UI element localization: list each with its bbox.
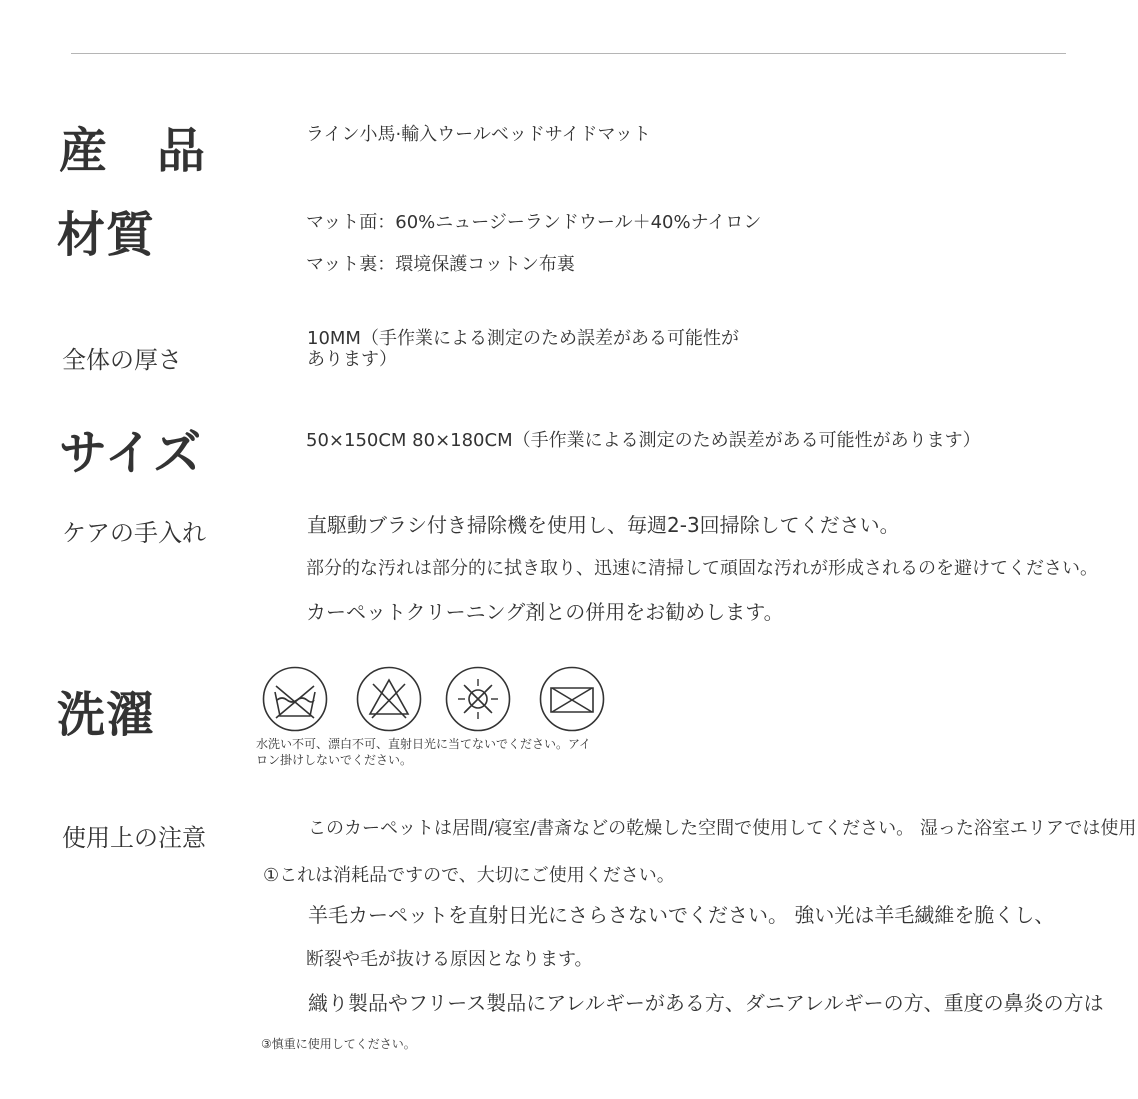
- care-line-stains: 部分的な汚れは部分的に拭き取り、迅速に清掃して頑固な汚れが形成されるのを避けてください。: [306, 558, 1098, 579]
- notes-line-caution: ③慎重に使用してください。: [261, 1037, 416, 1051]
- notes-line-usage-area: このカーペットは居間/寝室/書斎などの乾燥した空間で使用してください。 湿った浴室エリアでは使用: [308, 818, 1137, 839]
- care-label: ケアの手入れ: [62, 519, 206, 547]
- thickness-label: 全体の厚さ: [62, 346, 182, 374]
- material-label: 材質: [57, 207, 156, 263]
- care-line-cleaner: カーペットクリーニング剤との併用をお勧めします。: [306, 600, 784, 624]
- notes-label: 使用上の注意: [62, 824, 206, 852]
- notes-line-breakage: 断裂や毛が抜ける原因となります。: [306, 949, 593, 970]
- no-bleach-icon: [356, 666, 422, 732]
- size-label: サイズ: [59, 425, 203, 481]
- no-iron-icon: [539, 666, 605, 732]
- no-direct-sunlight-icon: [445, 666, 511, 732]
- top-divider: [71, 53, 1066, 54]
- notes-line-sunlight: 羊毛カーペットを直射日光にさらさないでください。 強い光は羊毛繊維を脆くし、: [308, 903, 1055, 927]
- material-line-back: マット裏：環境保護コットン布裏: [306, 254, 575, 275]
- product-label: 産 品: [59, 123, 207, 179]
- washing-label: 洗濯: [57, 687, 156, 743]
- thickness-value: 10MM（手作業による測定のため誤差がある可能性があります）: [307, 328, 739, 370]
- notes-line-allergy: 織り製品やフリース製品にアレルギーがある方、ダニアレルギーの方、重度の鼻炎の方は: [308, 991, 1104, 1015]
- care-line-vacuum: 直駆動ブラシ付き掃除機を使用し、毎週2-3回掃除してください。: [307, 513, 900, 537]
- size-value: 50×150CM 80×180CM（手作業による測定のため誤差がある可能性があります）: [306, 430, 981, 451]
- no-wash-icon: [262, 666, 328, 732]
- notes-line-consumable: ①これは消耗品ですので、大切にご使用ください。: [263, 865, 675, 886]
- material-line-front: マット面：60%ニュージーランドウール＋40%ナイロン: [306, 212, 762, 233]
- washing-caption: 水洗い不可、漂白不可、直射日光に当てないでください。アイロン掛けしないでください。: [256, 737, 591, 767]
- product-value: ライン小馬·輸入ウールベッドサイドマット: [306, 124, 651, 145]
